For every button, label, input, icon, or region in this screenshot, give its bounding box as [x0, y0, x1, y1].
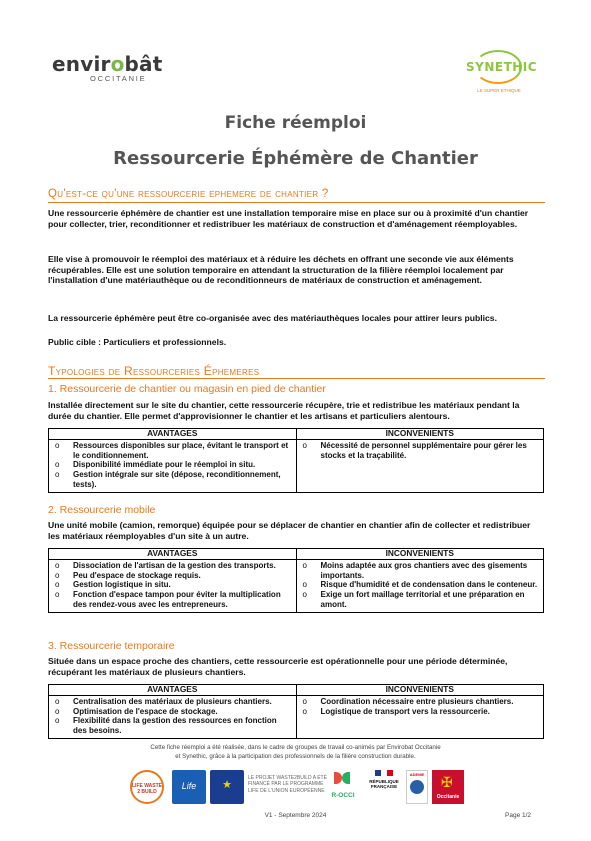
list-item: o Moins adaptée aux gros chantiers avec des gisements importants. — [301, 561, 540, 581]
advantages-cell — [49, 439, 297, 492]
ademe-logo: ADEME — [406, 770, 428, 804]
partner-logos — [130, 770, 470, 806]
synethic-logo — [466, 50, 538, 96]
list-item: o Disponibilité immédiate pour le réemploi in situ. — [53, 460, 292, 470]
eu-flag-icon: ★ — [210, 770, 244, 804]
section-divider — [48, 378, 545, 379]
document-title: Fiche réemploi — [224, 113, 367, 133]
type-2-comparison-table — [48, 548, 544, 613]
type-1-heading: 1. Ressourcerie de chantier ou magasin en pied de chantier — [48, 383, 326, 395]
life-logo: Life — [172, 770, 206, 804]
type-2-heading: 2. Ressourcerie mobile — [48, 504, 156, 516]
type-3-description: Située dans un espace proche des chantiers, cette ressourcerie est opérationnelle pour une période déterminée, récupérant les matériaux de plusieurs chantiers. — [48, 656, 508, 677]
list-item: o Centralisation des matériaux de plusieurs chantiers. — [53, 697, 292, 707]
page-number: Page 1/2 — [505, 812, 532, 819]
drawbacks-cell — [296, 559, 544, 612]
footer-credit-line-1: Cette fiche réemploi a été réalisée, dans le cadre de groupes de travail co-animés par Envirobat Occitanie — [150, 744, 441, 751]
advantages-cell — [49, 695, 297, 738]
list-item: o Ressources disponibles sur place, évitant le transport et le conditionnement. — [53, 441, 292, 461]
list-item: o Optimisation de l'espace de stockage. — [53, 707, 292, 717]
drawbacks-cell — [296, 695, 544, 738]
list-item: o Coordination nécessaire entre plusieurs chantiers. — [301, 697, 540, 707]
republique-francaise-logo: RÉPUBLIQUE FRANÇAISE — [366, 770, 402, 804]
list-item: o Gestion logistique in situ. — [53, 580, 292, 590]
intro-paragraph-1: Une ressourcerie éphémère de chantier est une installation temporaire mise en place sur ou à proximité d'un chantier pour collecter, trier, reconditionner et redistribuer les matériaux de construction et d'aménagement réemployables. — [48, 208, 529, 229]
synethic-logo-text: SYNETHIC — [466, 60, 538, 74]
drawbacks-header: INCONVENIENTS — [296, 685, 544, 696]
list-item: o Flexibilité dans la gestion des ressources en fonction des besoins. — [53, 716, 292, 736]
type-1-description: Installée directement sur le site du chantier, cette ressourcerie récupère, trie et redistribue les matériaux pendant la durée du chantier. Elle permet d'approvisionner le chantier et les artisans et particuliers alentours. — [48, 400, 520, 421]
type-3-comparison-table — [48, 684, 544, 739]
life-waste2build-logo: LIFE WASTE 2 BUILD — [130, 770, 164, 804]
list-item: o Exige un fort maillage territorial et une préparation en amont. — [301, 590, 540, 610]
section-divider — [48, 202, 545, 203]
list-item: o Risque d'humidité et de condensation dans le conteneur. — [301, 580, 540, 590]
envirobat-logo-text: envirobât — [52, 52, 163, 76]
r-occi-logo: R-OCCI — [328, 770, 358, 804]
advantages-header: AVANTAGES — [49, 549, 297, 560]
list-item: o Peu d'espace de stockage requis. — [53, 571, 292, 581]
list-item: o Logistique de transport vers la ressourcerie. — [301, 707, 540, 717]
document-subtitle: Ressourcerie Éphémère de Chantier — [113, 148, 478, 169]
list-item: o Gestion intégrale sur site (dépose, reconditionnement, tests). — [53, 470, 292, 490]
drawbacks-header: INCONVENIENTS — [296, 549, 544, 560]
advantages-header: AVANTAGES — [49, 685, 297, 696]
list-item: o Fonction d'espace tampon pour éviter la multiplication des rendez-vous avec les entrepreneurs. — [53, 590, 292, 610]
type-2-description: Une unité mobile (camion, remorque) équipée pour se déplacer de chantier en chantier afin de collecter et redistribuer les matériaux réemployables d'un site à un autre. — [48, 520, 531, 541]
advantages-cell — [49, 559, 297, 612]
occitanie-region-logo: ✠ Occitanie — [432, 770, 464, 804]
list-item: o Nécessité de personnel supplémentaire pour gérer les stocks et la traçabilité. — [301, 441, 540, 461]
advantages-header: AVANTAGES — [49, 429, 297, 440]
eu-funding-text: LE PROJET WASTE2BUILD A ÉTÉ FINANCÉ PAR LE PROGRAMME LIFE DE L'UNION EUROPÉENNE — [248, 775, 327, 794]
intro-target-audience: Public cible : Particuliers et professionnels. — [48, 337, 227, 347]
version-date: V1 - Septembre 2024 — [264, 812, 327, 819]
list-item: o Dissociation de l'artisan de la gestion des transports. — [53, 561, 292, 571]
drawbacks-header: INCONVENIENTS — [296, 429, 544, 440]
intro-heading: Qu'est-ce qu'une ressourcerie ephemere de chantier ? — [48, 188, 329, 200]
envirobat-logo-subtitle: OCCITANIE — [90, 74, 147, 83]
type-3-heading: 3. Ressourcerie temporaire — [48, 640, 175, 652]
intro-paragraph-3: La ressourcerie éphémère peut être co-organisée avec des matériauthèques locales pour attirer leurs publics. — [48, 313, 497, 323]
drawbacks-cell — [296, 439, 544, 492]
type-1-comparison-table — [48, 428, 544, 493]
footer-credit-line-2: et Synethic, grâce à la participation des professionnels de la filière construction durable. — [175, 753, 416, 760]
types-heading: Typologies de Ressourceries Éphemeres — [48, 364, 260, 378]
envirobat-logo — [52, 52, 162, 88]
intro-paragraph-2: Elle vise à promouvoir le réemploi des matériaux et à réduire les déchets en offrant une seconde vie aux éléments récupérables. Elle est une solution temporaire en attendant la structuration de la filière réemploi localement par l'installation d'une matériauthèque ou de reconditionneurs de matériaux de construction et aménagement. — [48, 254, 514, 286]
synethic-logo-subtitle: LE SUPER ETHIQUE — [477, 88, 521, 93]
